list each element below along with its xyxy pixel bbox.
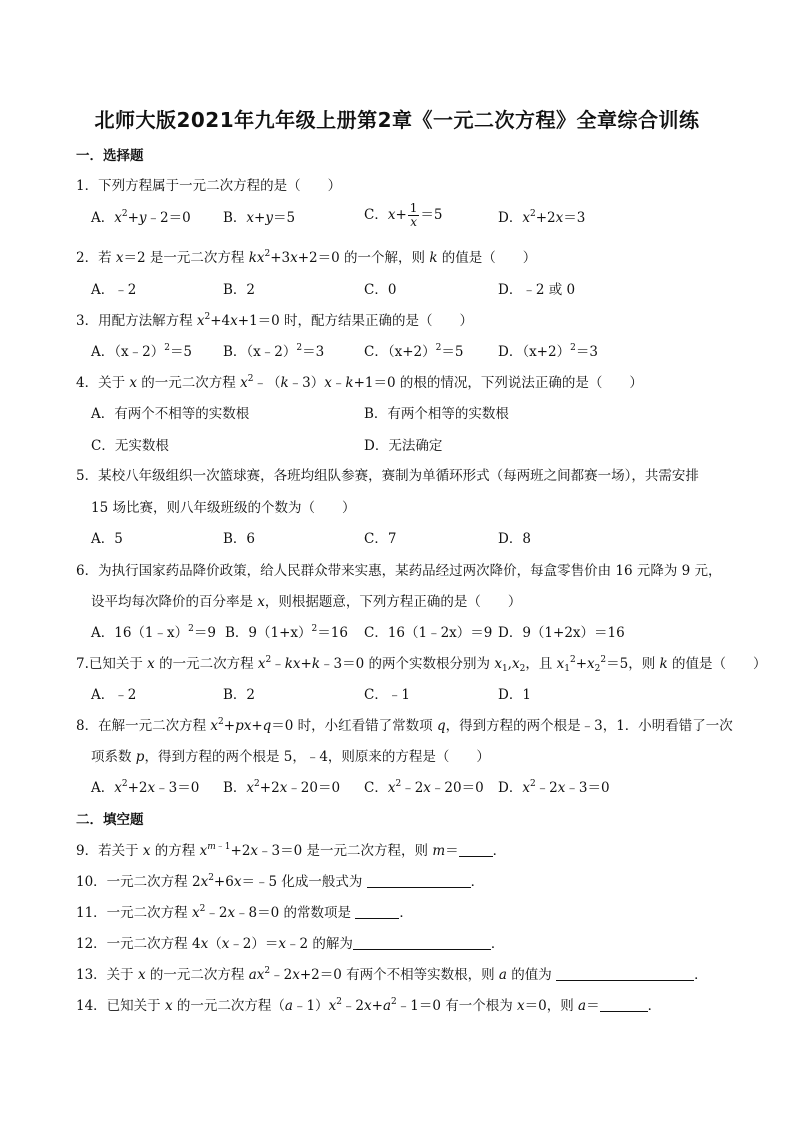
q2-option-d: D．﹣2 或 0: [498, 282, 576, 298]
q4-option-c: C．无实数根: [91, 438, 169, 454]
q3-option-b: B．（x﹣2）$^2$＝3: [223, 343, 325, 360]
answer-blank[interactable]: [367, 873, 471, 888]
q2-option-a: A．﹣2: [91, 282, 137, 298]
q8-option-b: B．$x^2+2x﹣20=0$: [223, 779, 341, 796]
question-13: 13．关于 x 的一元二次方程 $ax^2﹣2x+2=0$ 有两个不相等实数根，则 a 的值为 ．: [76, 966, 708, 983]
q2-option-b: B．2: [223, 282, 256, 298]
q6-option-d: D．9（1+2x）＝16: [498, 625, 625, 641]
q6-option-b: B．$9(1+x)^2=16$: [225, 624, 348, 641]
question-6-line-2: 设平均每次降价的百分率是 x，则根据题意，下列方程正确的是（ ）: [91, 594, 522, 610]
q4-option-b: B．有两个相等的实数根: [364, 406, 509, 422]
answer-blank[interactable]: [459, 842, 493, 857]
q3-option-a: A．（x﹣2）$^2$＝5: [91, 343, 193, 360]
q8-option-a: A．$x^2+2x﹣3=0$: [91, 779, 200, 796]
answer-blank[interactable]: [353, 935, 491, 950]
q1-option-c: C．x+ $\frac{1}{x}$ ＝5: [364, 201, 443, 229]
q1-option-b: B．x+y＝5: [223, 210, 296, 226]
q6-option-a: A．16（1﹣x）$^2$＝9: [91, 624, 216, 641]
q4-option-d: D．无法确定: [364, 438, 443, 454]
question-5-line-2: 15 场比赛，则八年级班级的个数为（ ）: [91, 500, 356, 516]
q7-option-d: D．1: [498, 687, 531, 703]
question-1-stem: 1．下列方程属于一元二次方程的是（ ）: [76, 178, 342, 194]
question-2-stem: 2．若 x＝2 是一元二次方程 $kx^2+3x+2=0$ 的一个解，则 k 的值是（ ）: [76, 249, 537, 266]
q4-option-a: A．有两个不相等的实数根: [91, 406, 250, 422]
q3-option-d: D．$(x+2)^2=3$: [498, 343, 598, 360]
q8-option-c: C．$x^2﹣2x﹣20=0$: [364, 779, 484, 796]
question-4-stem: 4．关于 x 的一元二次方程 $x^2﹣(k﹣3)x﹣k+1=0$ 的根的情况，下列说法正确的是（ ）: [76, 374, 643, 391]
answer-blank[interactable]: [355, 904, 399, 919]
question-7-stem: 7.已知关于 x 的一元二次方程 $x^2﹣kx+k﹣3=0$ 的两个实数根分别为 $x_1,x_2$，且 $x_1^2+x_2^2=5$，则 k 的值是（ ）: [76, 655, 767, 674]
q1-option-a: A．$x^2+y﹣2=0$: [91, 209, 191, 226]
question-9: 9．若关于 x 的方程 $x^{m﹣1}+2x﹣3=0$ 是一元二次方程，则 m＝ ．: [76, 842, 507, 859]
q3-option-c: C．$(x+2)^2=5$: [364, 343, 464, 360]
section-heading-choice: 一．选择题: [76, 148, 144, 164]
q5-option-d: D．8: [498, 531, 531, 547]
question-3-stem: 3．用配方法解方程 $x^2+4x+1=0$ 时，配方结果正确的是（ ）: [76, 312, 474, 329]
question-11: 11．一元二次方程 $x^2﹣2x﹣8=0$ 的常数项是 ．: [76, 904, 413, 921]
answer-blank[interactable]: [556, 966, 694, 981]
page-title: 北师大版2021年九年级上册第2章《一元二次方程》全章综合训练: [94, 108, 700, 132]
question-12: 12．一元二次方程 4x（x﹣2）＝x﹣2 的解为 ．: [76, 936, 505, 952]
q2-option-c: C．0: [364, 282, 397, 298]
q6-option-c: C．16（1﹣2x）＝9: [364, 625, 493, 641]
section-heading-fill: 二．填空题: [76, 812, 144, 828]
question-8-line-1: 8．在解一元二次方程 $x^2+px+q=0$ 时，小红看错了常数项 q，得到方程的两个根是﹣3，1．小明看错了一次: [76, 717, 733, 734]
q5-option-c: C．7: [364, 531, 397, 547]
answer-blank[interactable]: [600, 997, 648, 1012]
q1-option-d: D．$x^2+2x=3$: [498, 209, 586, 226]
q5-option-a: A．5: [91, 531, 123, 547]
question-6-line-1: 6．为执行国家药品降价政策，给人民群众带来实惠，某药品经过两次降价，每盒零售价由 16 元降为 9 元，: [76, 563, 722, 579]
question-14: 14．已知关于 x 的一元二次方程$(a﹣1)x^2﹣2x+a^2﹣1=0$ 有一个根为 x＝0，则 a＝ ．: [76, 997, 662, 1014]
q7-option-c: C．﹣1: [364, 687, 410, 703]
q7-option-b: B．2: [223, 687, 256, 703]
q8-option-d: D．$x^2﹣2x﹣3=0$: [498, 779, 610, 796]
question-10: 10．一元二次方程 $2x^2+6x=﹣5$ 化成一般式为 ．: [76, 873, 485, 890]
question-5-line-1: 5．某校八年级组织一次篮球赛，各班均组队参赛，赛制为单循环形式（每两班之间都赛一场），共需安排: [76, 468, 699, 484]
question-8-line-2: 项系数 p，得到方程的两个根是 5，﹣4，则原来的方程是（ ）: [91, 749, 490, 765]
q7-option-a: A．﹣2: [91, 687, 137, 703]
q5-option-b: B．6: [223, 531, 256, 547]
